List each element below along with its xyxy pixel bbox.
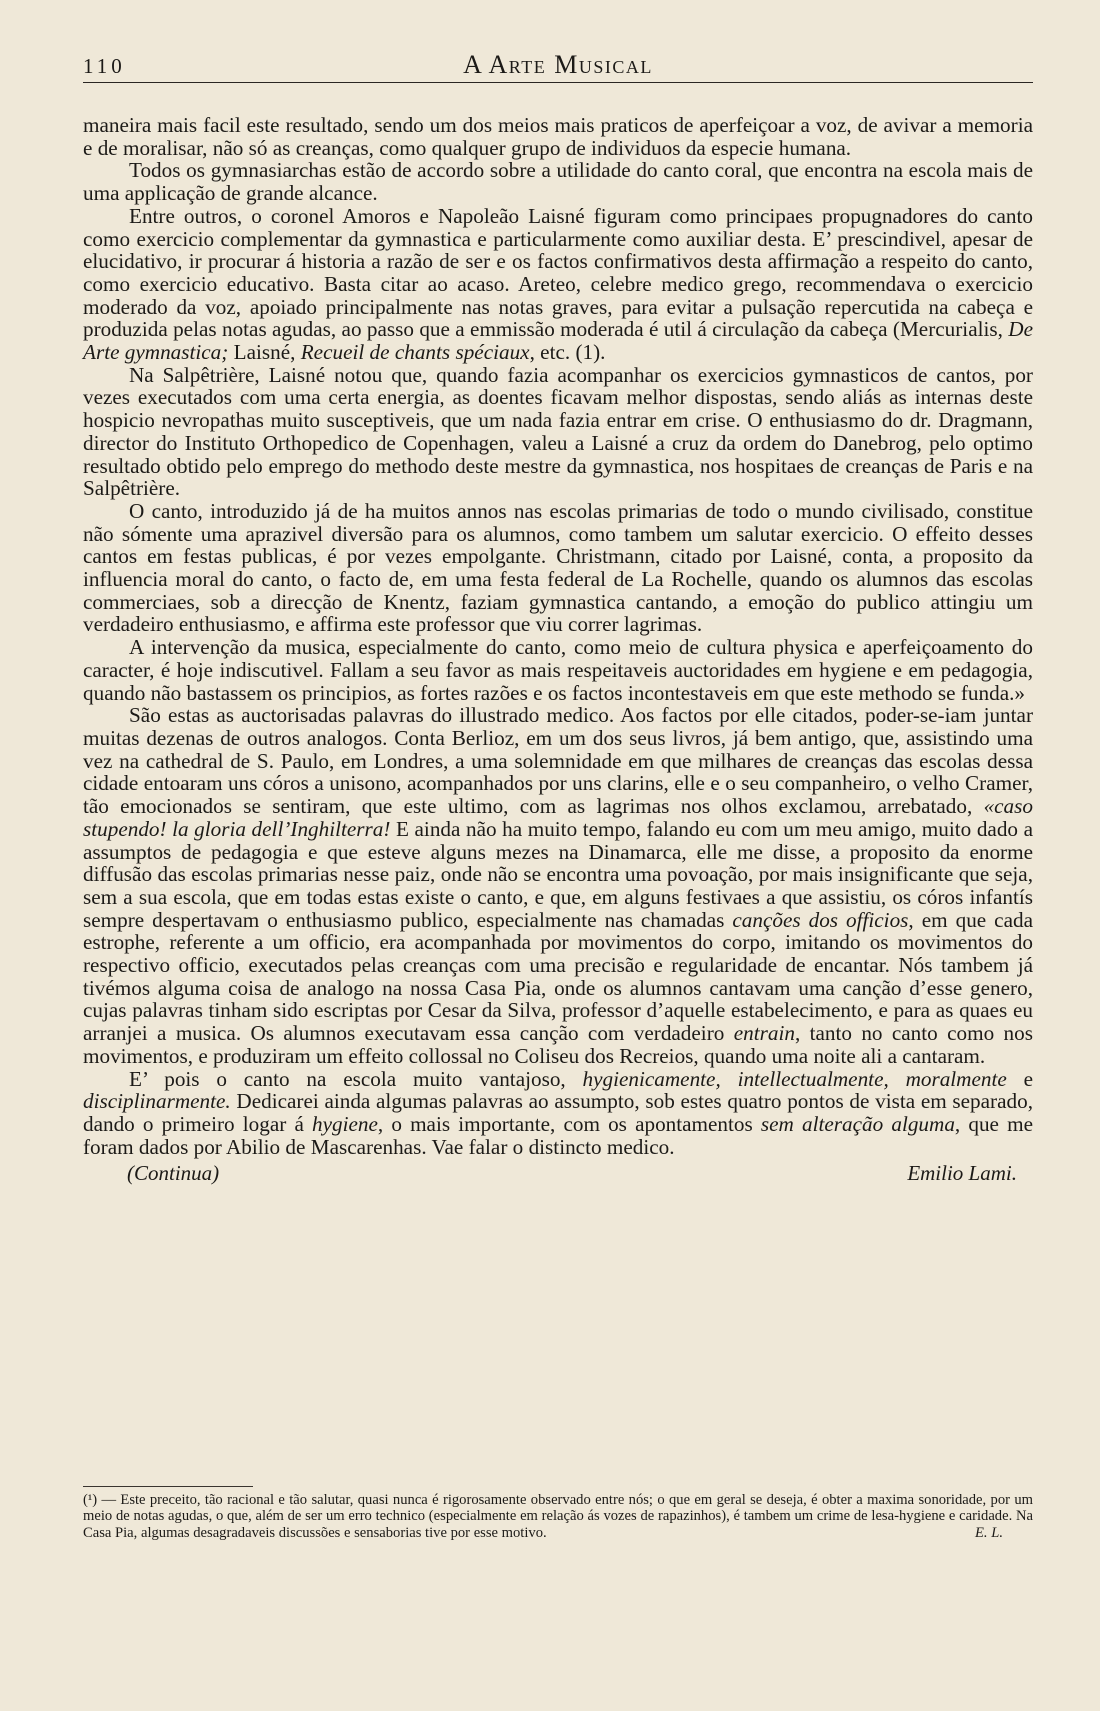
book-title-de-arte-gymnastica: De Arte gymnastica; bbox=[83, 317, 1033, 365]
footnote: (¹) — Este preceito, tão racional e tão salutar, quasi nunca é rigorosamente observado entre nós; o que em geral se deseja, é obter a maxima sonoridade, por um meio de notas agudas, o que, além de ser um erro technico (especialmente em relação ás vozes de rapazinhos), é tambem um crime de lesa-hygiene e caridade. Na Casa Pia, algumas desagradaveis discussões e sensaborias tive por esse motivo. E. L. bbox=[83, 1492, 1033, 1541]
article-signoff bbox=[83, 1162, 1033, 1186]
quote-caso-stupendo: «caso stupendo! la gloria dell’Inghilterra! bbox=[83, 794, 1033, 841]
article-body bbox=[83, 114, 1033, 1186]
page-number: 110 bbox=[83, 54, 126, 78]
term-entrain: entrain bbox=[733, 1021, 795, 1046]
paragraph-7: São estas as auctorisadas palavras do illustrado medico. Aos factos por elle citados, poder-se-iam juntar muitas dezenas de outros analogos. Conta Berlioz, em um dos seus livros, já bem antigo, que, assistindo uma vez na cathedral de S. Paulo, em Londres, a uma solemnidade em que milhares de creanças das escolas dessa cidade entoaram uns córos a unisono, acompanhados por uns clarins, elle e o seu companheiro, o velho Cramer, tão emocionados se sentiram, que este ultimo, com as lagrimas nos olhos exclamou, arrebatado, «caso stupendo! la gloria dell’Inghilterra! E ainda não ha muito tempo, falando eu com um meu amigo, muito dado a assumptos de pedagogia e que esteve alguns mezes na Dinamarca, elle me disse, a proposito da enorme diffusão das escolas primarias nesse paiz, onde não se encontra uma povoação, por mais insignificante que seja, sem a sua escola, que em todas estas existe o canto, e que, em alguns festivaes a que assistiu, os córos infantís sempre despertavam o enthusiasmo publico, especialmente nas chamadas canções dos officios, em que cada estrophe, referente a um officio, era acompanhada por movimentos do corpo, imitando os movimentos do respectivo officio, executados pelas creanças com uma precisão e regularidade de encantar. Nós tambem já tivémos alguma coisa de analogo na nossa Casa Pia, onde os alumnos cantavam uma canção d’esse genero, cujas palavras tinham sido escriptas por Cesar da Silva, professor d’aquelle estabelecimento, e para as quaes eu arranjei a musica. Os alumnos executavam essa canção com verdadeiro entrain, tanto no canto como nos movimentos, e produziram um effeito collossal no Coliseu dos Recreios, quando uma noite ali a cantaram. bbox=[83, 703, 1033, 1068]
paragraph-5: O canto, introduzido já de ha muitos annos nas escolas primarias de todo o mundo civilisado, constitue não sómente uma aprazivel diversão para os alumnos, como tambem um salutar exercicio. O effeito desses cantos em festas publicas, é por vezes empolgante. Christmann, citado por Laisné, conta, a proposito da influencia moral do canto, o facto de, em uma festa federal de La Rochelle, quando os alumnos das escolas commerciaes, sob a direcção de Knentz, faziam gymnastica cantando, a emoção do publico attingiu um verdadeiro enthusiasmo, e affirma este professor que viu correr lagrimas. bbox=[83, 498, 1033, 637]
running-title: A Arte Musical bbox=[463, 50, 653, 79]
term-cancoes-dos-officios: canções dos officios bbox=[732, 907, 909, 932]
continued-note: (Continua) bbox=[127, 1161, 220, 1186]
running-header bbox=[83, 46, 1033, 83]
footnote-initials: E. L. bbox=[975, 1524, 1003, 1541]
paragraph-2: Todos os gymnasiarchas estão de accordo sobre a utilidade do canto coral, que encontra na escola mais de uma applicação de grande alcance. bbox=[83, 158, 1033, 206]
author-signature: Emilio Lami. bbox=[907, 1161, 1017, 1186]
paragraph-1: maneira mais facil este resultado, sendo um dos meios mais praticos de aperfeiçoar a voz, de avivar a memoria e de moralisar, não só as creanças, como qualquer grupo de individuos da especie humana. bbox=[83, 113, 1033, 160]
paragraph-8: E’ pois o canto na escola muito vantajoso, hygienicamente, intellectualmente, moralmente e disciplinarmente. Dedicarei ainda algumas palavras ao assumpto, sob estes quatro pontos de vista em separado, dando o primeiro logar á hygiene, o mais importante, com os apontamentos sem alteração alguma, que me foram dados por Abilio de Mascarenhas. Vae falar o distincto medico. bbox=[83, 1066, 1033, 1159]
paragraph-6: A intervenção da musica, especialmente do canto, como meio de cultura physica e aperfeiçoamento do caracter, é hoje indiscutivel. Fallam a seu favor as mais respeitaveis auctoridades em hygiene e em pedagogia, quando não bastassem os principios, as fortes razões e os factos incontestaveis em que este methodo se funda.» bbox=[83, 635, 1033, 705]
footnote-divider bbox=[83, 1486, 253, 1487]
book-title-recueil: Recueil de chants spéciaux bbox=[300, 340, 530, 365]
footnote-marker: (¹) — bbox=[83, 1492, 117, 1508]
paragraph-3: Entre outros, o coronel Amoros e Napoleão Laisné figuram como principaes propugnadores do canto como exercicio complementar da gymnastica e particularmente como auxiliar desta. E’ prescindivel, apesar de elucidativo, ir procurar á historia a razão de ser e os factos confirmativos desta affirmação a respeito do canto, como exercicio educativo. Basta citar ao acaso. Areteo, celebre medico grego, recommendava o exercicio moderado da voz, apoiado principalmente nas notas graves, para evitar a pulsação repercutida na cabeça e produzida pelas notas agudas, ao passo que a emmissão moderada é util á circulação da cabeça (Mercurialis, De Arte gymnastica; Laisné, Recueil de chants spéciaux, etc. (1). bbox=[83, 203, 1033, 365]
paragraph-4: Na Salpêtrière, Laisné notou que, quando fazia acompanhar os exercicios gymnasticos de cantos, por vezes executados com uma certa energia, as doentes ficavam melhor dispostas, sendo aliás as internas deste hospicio nevropathas muito susceptiveis, que um nada fazia entrar em crise. O enthusiasmo do dr. Dragmann, director do Instituto Orthopedico de Copenhagen, valeu a Laisné a cruz da ordem do Danebrog, pelo optimo resultado obtido pelo emprego do methodo deste mestre da gymnastica, nos hospitaes de creanças de Paris e na Salpêtrière. bbox=[83, 362, 1033, 501]
footnote-reference: 1 bbox=[582, 340, 594, 365]
